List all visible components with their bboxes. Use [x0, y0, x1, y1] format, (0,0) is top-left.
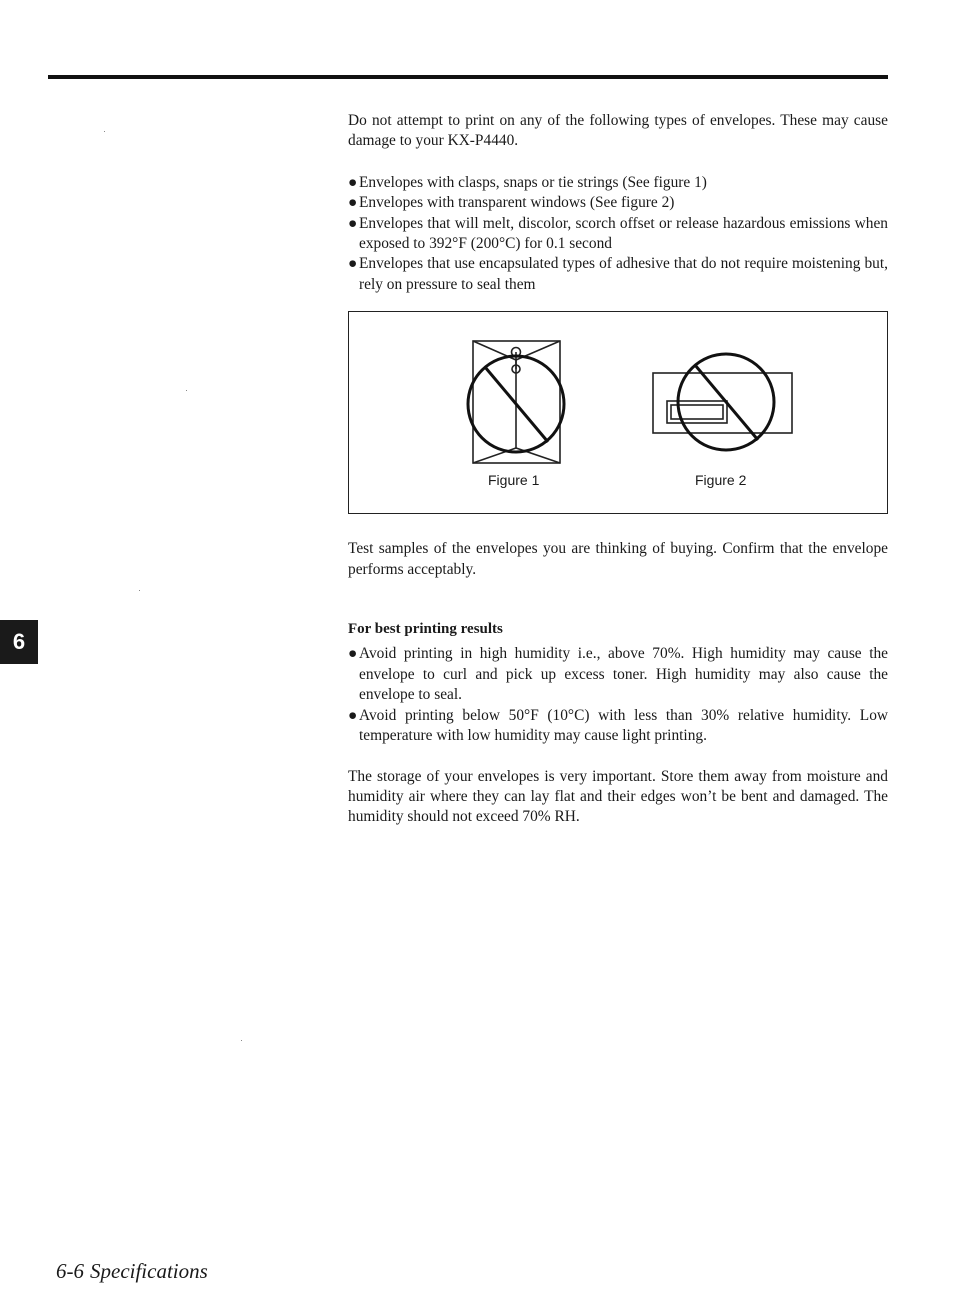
page-number: 6-6	[56, 1259, 84, 1283]
list-item: ● Avoid printing below 50°F (10°C) with less than 30% relative humidity. Low temperature with low humidity may cause light printing.	[348, 706, 888, 745]
bullet-icon: ●	[348, 194, 358, 212]
scan-speck	[241, 1040, 242, 1041]
footer-section-title: Specifications	[90, 1259, 208, 1283]
bullet-icon: ●	[348, 214, 358, 232]
bullet-icon: ●	[348, 706, 358, 724]
list-item: ● Envelopes that use encapsulated types of adhesive that do not require moistening but, rely on pressure to seal them	[348, 255, 888, 293]
list-item: ● Envelopes with transparent windows (See figure 2)	[348, 193, 888, 213]
test-samples-paragraph: Test samples of the envelopes you are thinking of buying. Confirm that the envelope performs acceptably.	[348, 540, 888, 578]
page-footer	[56, 1259, 208, 1284]
figure-2-caption: Figure 2	[695, 472, 747, 489]
top-rule	[48, 75, 888, 79]
bullet-icon: ●	[348, 173, 358, 191]
list-item: ● Avoid printing in high humidity i.e., above 70%. High humidity may cause the envelope to curl and pick up excess toner. High humidity may also cause the envelope to seal.	[348, 645, 888, 704]
chapter-tab: 6	[0, 620, 38, 664]
list-item: ● Envelopes that will melt, discolor, scorch offset or release hazardous emissions when exposed to 392°F (200°C) for 0.1 second	[348, 214, 888, 253]
best-results-list	[348, 644, 888, 746]
prohibited-icon	[678, 354, 774, 450]
main-content	[348, 111, 888, 828]
clasp-envelope-icon	[473, 341, 560, 463]
bullet-icon: ●	[348, 255, 358, 273]
scan-speck	[139, 590, 140, 591]
bullet-icon: ●	[348, 645, 358, 663]
envelope-illustrations	[349, 312, 887, 513]
figure-1-caption: Figure 1	[488, 472, 540, 489]
storage-paragraph: The storage of your envelopes is very important. Store them away from moisture and humidity air where they can lay flat and their edges won’t be bent and damaged. The humidity should not exceed 70% RH.	[348, 767, 888, 826]
scan-speck	[186, 390, 187, 391]
scan-speck	[104, 131, 105, 132]
list-item: ● Envelopes with clasps, snaps or tie strings (See figure 1)	[348, 173, 888, 193]
figure-box	[348, 311, 888, 514]
intro-paragraph: Do not attempt to print on any of the following types of envelopes. These may cause damage to your KX-P4440.	[348, 112, 888, 150]
avoid-envelope-list	[348, 173, 888, 295]
section-heading: For best printing results	[348, 621, 503, 638]
